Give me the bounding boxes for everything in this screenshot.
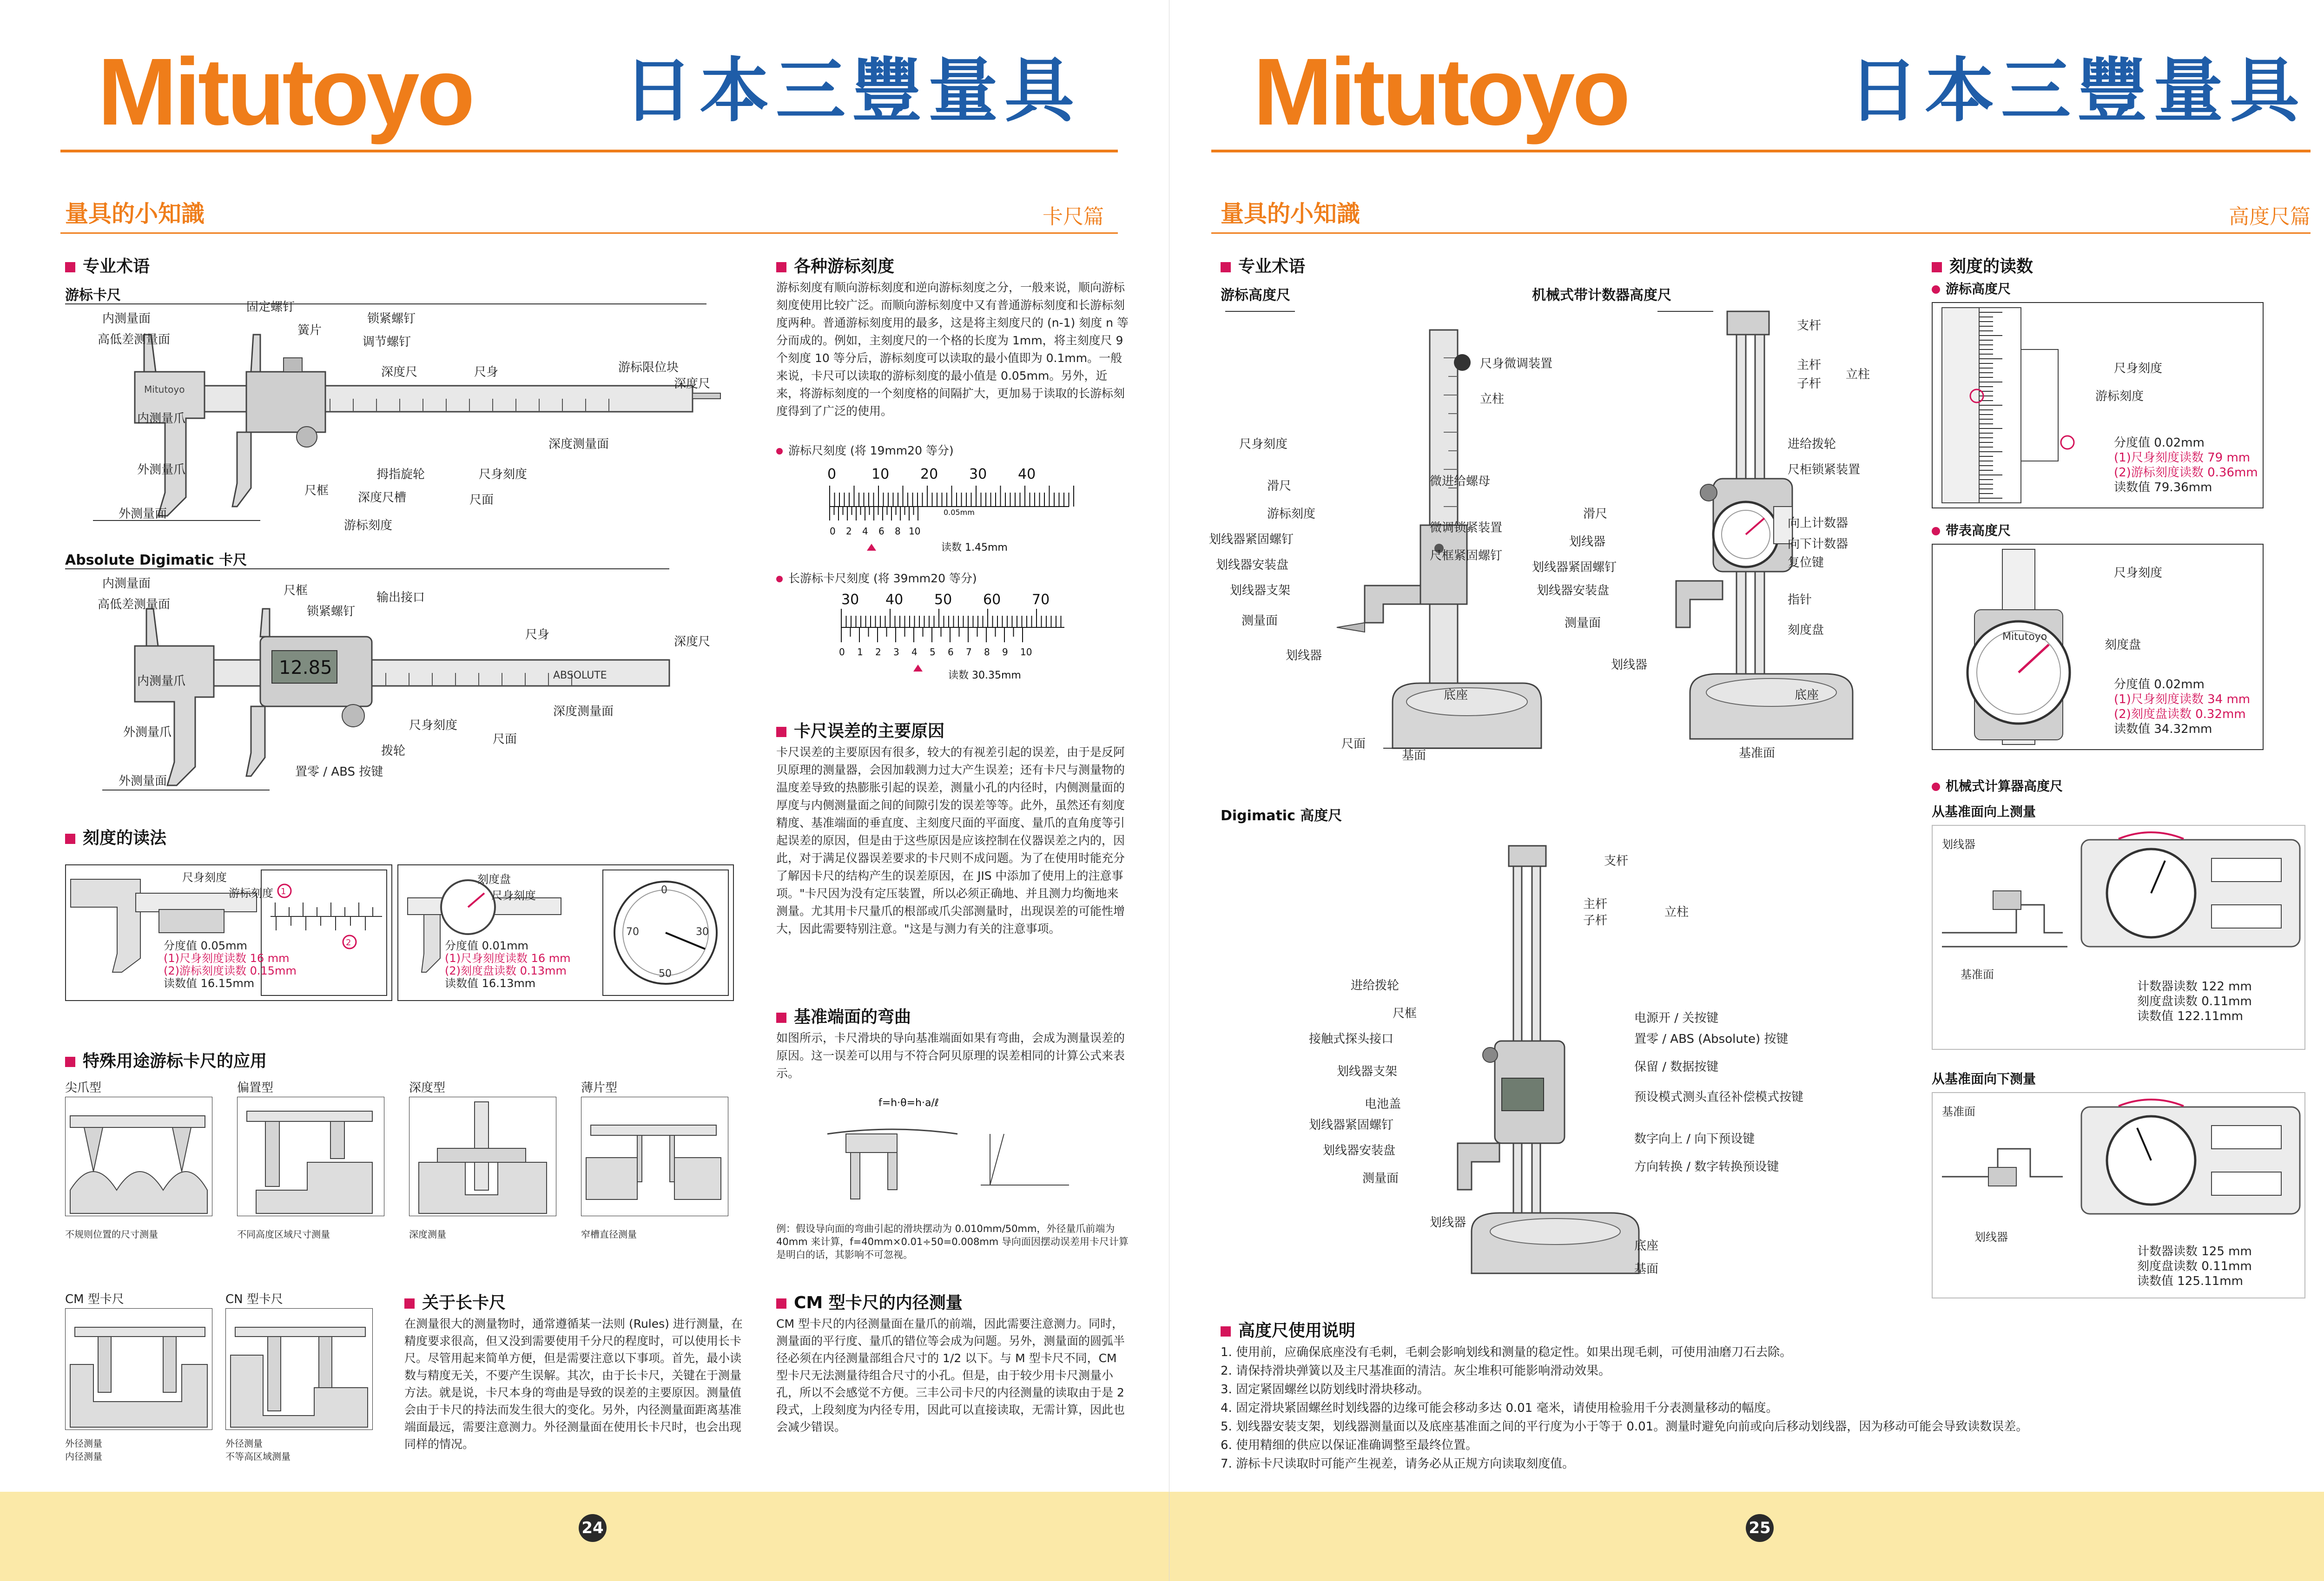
s1-main-tick-30: 30 xyxy=(969,466,987,482)
svg-text:ABSOLUTE: ABSOLUTE xyxy=(553,670,607,681)
dial-height-reading-title: 带表高度尺 xyxy=(1932,520,2011,539)
depth-type-illustration xyxy=(409,1097,556,1216)
svg-text:Mitutoyo: Mitutoyo xyxy=(2002,631,2047,643)
section-title: 量具的小知識 xyxy=(1221,200,1360,227)
vh-label-column: 立柱 xyxy=(1480,392,1505,406)
dc-label-lock-screw: 锁紧螺钉 xyxy=(307,605,356,619)
s1-reading: 读数 1.45mm xyxy=(941,542,1008,553)
ch-label-frame-lock: 尺柜锁紧装置 xyxy=(1788,463,1861,477)
vc-label-depth-bar-2: 深度尺 xyxy=(674,377,711,391)
special-caption-blade: 窄槽直径测量 xyxy=(581,1229,637,1240)
scale2-vernier-label: 4 xyxy=(911,646,918,658)
dh-label-sub-post: 子杆 xyxy=(1583,914,1608,928)
counter-reading-title: 机械式计算器高度尺 xyxy=(1932,776,2063,795)
section-title: 量具的小知識 xyxy=(65,200,205,227)
dc-label-main-scale: 尺身刻度 xyxy=(409,718,458,732)
cm-inner-text: CM 型卡尺的内径测量面在量爪的前端，因此需要注意测力。同时，测量面的平行度、量爪的错位等会成为问题。另外，测量面的圆弧半径必须在内径测量部组合尺寸的 1/2 以下。与 M 型卡尺不同，CM 型卡尺无法测量待组合尺寸的小孔。但是，由于较少用卡尺测量小孔，所以不会感觉不方便。三丰公司卡尺的内径测量的读取由于是 2 段式，上段刻度为内径专用，因此可以直接读取，无需计算，因此也会减少错误。 xyxy=(776,1317,1125,1434)
cm-caliper-illustration xyxy=(66,1309,212,1429)
cm-type-figure xyxy=(65,1308,212,1430)
vernier-height-reading-values: 分度值 0.02mm (1)尺身刻度读数 79 mm (2)游标刻度读数 0.36mm 读数值 79.36mm xyxy=(2114,436,2258,494)
vc-label-stopper: 游标限位块 xyxy=(618,361,679,375)
pointed-jaw-illustration xyxy=(66,1097,212,1216)
long-caliper-text: 在测量很大的测量物时，通常遵循某一法则 (Rules) 进行测量，在精度要求很高，但又没到需要使用千分尺的程度时，可以使用长卡尺。尽管用起来简单方便，但是需要注意以下事项。首先，最小读数与精度无关，不要产生误解。其次，由于长卡尺，关键在于测量方法。就是说，卡尺本身的弯曲是导致的误差的主要原因。测量值会由于卡尺的持法而发生很大的变化。另外，内径测量面距离基准端面最远，需要注意测力。外径测量面在使用长卡尺时，也会出现同样的情况。 xyxy=(404,1317,743,1451)
ch-label-measure-face: 测量面 xyxy=(1565,616,1601,630)
vh-label-measure-face: 测量面 xyxy=(1241,614,1278,628)
vh-label-vernier-scale: 游标刻度 xyxy=(1267,507,1316,521)
ch-label-support-bar: 支杆 xyxy=(1797,319,1822,333)
vernier-types-text: 游标刻度有顺向游标刻度和逆向游标刻度之分，一般来说，顺向游标刻度使用比较广泛。而顺向游标刻度中又有普通游标刻度和长游标刻度两种。普通游标刻度用的最多，这是将主刻度尺的 (n-1) 刻度 n 等分而成的。例如，主刻度尺的一个格的长度为 1mm，将主刻度尺 9 个刻度 10 等分后，游标刻度可以读取的最小值即为 0.1mm。一般来说，卡尺可以读取的游标刻度的最小值是 0.05mm。另外，近来，将游标刻度的一个刻度格的间隔扩大，更加易于读取的长游标刻度得到了广泛的使用。 xyxy=(776,281,1129,418)
svg-text:60: 60 xyxy=(983,592,1001,608)
dc-label-reference-face: 尺面 xyxy=(493,732,517,746)
vernier-height-reading-figure xyxy=(1932,302,2264,508)
dc-label-slider: 尺框 xyxy=(284,584,308,598)
svg-text:Mitutoyo: Mitutoyo xyxy=(144,384,185,395)
vh-label-base-face: 基面 xyxy=(1402,749,1426,763)
svg-text:70: 70 xyxy=(626,926,639,938)
scale2-vernier-label: 8 xyxy=(984,646,990,658)
long-caliper-heading: 关于长卡尺 xyxy=(404,1290,506,1313)
bending-text: 如图所示，卡尺滑块的导向基准端面如果有弯曲，会成为测量误差的原因。这一误差可以用与不符合阿贝原理的误差相同的计算公式来表示。 xyxy=(776,1031,1125,1080)
ch-label-base: 底座 xyxy=(1795,688,1819,702)
vc-label-depth-face: 深度测量面 xyxy=(548,437,609,451)
vhr-label-vernier-scale: 游标刻度 xyxy=(2095,389,2144,403)
section-subtitle: 高度尺篇 xyxy=(2229,205,2311,229)
vc-label-slider: 尺框 xyxy=(304,484,329,498)
cn-caption-step: 不等高区域测量 xyxy=(225,1451,290,1462)
ch-label-down-counter: 向下计数器 xyxy=(1788,537,1849,551)
dc-label-inner-face: 内测量面 xyxy=(102,577,151,591)
vc-label-depth-bar-1: 深度尺 xyxy=(381,365,418,379)
ch-label-scriber-screw: 划线器紧固螺钉 xyxy=(1532,560,1617,574)
counter-height-title: 机械式带计数器高度尺 xyxy=(1532,287,1671,303)
page-header xyxy=(1169,0,2324,153)
dh-label-base: 底座 xyxy=(1634,1239,1659,1253)
dh-label-scriber-plate: 划线器安装盘 xyxy=(1323,1144,1396,1158)
up-measure-figure xyxy=(1932,825,2305,1050)
scale2-vernier-label: 2 xyxy=(875,646,881,658)
dh-label-feed-wheel: 进给拨轮 xyxy=(1351,979,1400,993)
vc-label-inside-jaw: 内测量爪 xyxy=(137,412,186,426)
vh-label-fine-adjust: 尺身微调装置 xyxy=(1480,357,1553,371)
svg-text:2: 2 xyxy=(846,526,852,537)
vh-label-fine-lock: 微调锁紧装置 xyxy=(1430,521,1503,535)
page-header xyxy=(0,0,1169,153)
vc-label-vernier-scale: 游标刻度 xyxy=(344,519,393,533)
svg-text:0: 0 xyxy=(830,526,836,537)
brand-title: 日本三豐量具 xyxy=(1848,50,2306,132)
cn-type-figure xyxy=(225,1308,373,1430)
down-measure-figure xyxy=(1932,1092,2305,1298)
vh-label-scriber-plate: 划线器安装盘 xyxy=(1216,558,1289,572)
errors-text: 卡尺误差的主要原因有很多，较大的有视差引起的误差，由于是反阿贝原理的测量器，会因加载测力过大产生误差；还有卡尺与测量物的温度差导致的热膨胀引起的误差，测量小孔的内径时，内侧测量面的厚度与内侧测量面之间的间隙引发的误差等等。此外，虽然还有刻度精度、基准端面的垂直度、主刻度尺面的平面度、量爪的直角度等引起误差的原因，但是由于这些原因是应该控制在仪器误差之内的，因此，对于满足仪器误差要求的卡尺则不成问题。为了在使用时能充分了解因卡尺的结构产生的误差原因，在 JIS 中添加了使用上的注意事项。"卡尺因为没有定压装置，所以必须正确地、并且测力均衡地来测量。尤其用卡尺量爪的根部或爪尖部测量时，出现误差的可能性增大，因此需要特别注意。"这是与测力有关的注意事项。 xyxy=(776,745,1125,935)
scale2-title: 长游标卡尺刻度 (将 39mm20 等分) xyxy=(776,569,977,586)
vh-label-face: 尺面 xyxy=(1341,737,1366,751)
reading-figure-vernier xyxy=(65,864,392,1001)
page-number: 25 xyxy=(1746,1514,1774,1542)
usage-item: 5. 划线器安装支架，划线器测量面以及底座基准面之间的平行度为小于等于 0.01。测量时避免向前或向后移动划线器，因为移动可能会导致读数误差。 xyxy=(1221,1420,2028,1434)
dh-label-frame: 尺框 xyxy=(1393,1007,1417,1021)
reading-figure-dial xyxy=(397,864,734,1001)
dhr-label-main-scale: 尺身刻度 xyxy=(2114,566,2163,580)
dh-label-direction-key: 方向转换 / 数字转换预设键 xyxy=(1634,1160,1779,1174)
s1-main-tick-10: 10 xyxy=(872,466,890,482)
vr-label-vernier-scale: 游标刻度 xyxy=(229,887,273,900)
digimatic-height-title: Digimatic 高度尺 xyxy=(1221,808,1342,824)
reading-heading: 刻度的读数 xyxy=(1932,253,2033,277)
vc-label-thumb-roller: 拇指旋轮 xyxy=(376,468,425,481)
scale2-vernier-label: 6 xyxy=(948,646,954,658)
down-label-base-face: 基准面 xyxy=(1942,1105,1975,1118)
down-label-scriber: 划线器 xyxy=(1974,1231,2008,1244)
ch-label-feed-wheel: 进给拨轮 xyxy=(1788,437,1836,451)
bending-note: 例：假设导向面的弯曲引起的滑块摆动为 0.010mm/50mm，外径量爪前端为 40mm 来计算，f=40mm×0.01÷50=0.008mm 导向面因摆动误差用卡尺计算是明白的话，其影响不可忽视。 xyxy=(776,1223,1129,1260)
scale2-vernier-label: 0 xyxy=(839,646,845,658)
dh-label-scriber-holder: 划线器支架 xyxy=(1337,1065,1398,1079)
section-rule xyxy=(1211,232,2311,234)
mitutoyo-logo: Mitutoyo xyxy=(1253,39,1628,145)
special-item-name-offset: 偏置型 xyxy=(237,1081,274,1095)
svg-text:6: 6 xyxy=(878,526,885,537)
cn-type-title: CN 型卡尺 xyxy=(225,1292,283,1306)
dc-label-thumb-wheel: 拨轮 xyxy=(381,744,406,758)
vc-label-step-face: 高低差测量面 xyxy=(98,333,171,347)
svg-text:2: 2 xyxy=(346,938,351,948)
vc-label-outside-face: 外测量面 xyxy=(119,507,167,521)
dc-label-depth-face: 深度测量面 xyxy=(553,705,614,718)
dr-label-dial: 刻度盘 xyxy=(477,873,511,886)
header-rule xyxy=(1211,150,2311,152)
dh-label-hold-key: 保留 / 数据按键 xyxy=(1634,1060,1719,1074)
scale2-vernier-label: 9 xyxy=(1002,646,1008,658)
section-subtitle: 卡尺篇 xyxy=(1043,205,1104,229)
special-caption-offset: 不同高度区域尺寸测量 xyxy=(237,1229,330,1240)
special-item-name-pointed: 尖爪型 xyxy=(65,1081,102,1095)
usage-list xyxy=(1221,1343,2028,1473)
up-measure-title: 从基准面向上测量 xyxy=(1932,804,2036,819)
vc-label-main-beam: 尺身 xyxy=(474,365,499,379)
svg-text:30: 30 xyxy=(696,926,709,938)
terms-heading: 专业术语 xyxy=(1221,253,1305,277)
vernier-reading-values: 分度值 0.05mm (1)尺身刻度读数 16 mm (2)游标刻度读数 0.15mm 读数值 16.15mm xyxy=(164,939,297,990)
up-label-base-face: 基准面 xyxy=(1961,968,1994,981)
bending-formula: f=h·θ=h·a/ℓ xyxy=(878,1097,939,1109)
scale2-vernier-label: 5 xyxy=(930,646,936,658)
ch-label-dial: 刻度盘 xyxy=(1788,623,1824,637)
vh-label-main-scale: 尺身刻度 xyxy=(1239,437,1288,451)
ch-label-reset-key: 复位键 xyxy=(1788,556,1824,570)
blade-type-illustration xyxy=(581,1097,728,1216)
page-right xyxy=(1169,0,2324,1581)
ch-label-main-post: 主杆 xyxy=(1797,358,1822,372)
dh-label-updown-key: 数字向上 / 向下预设键 xyxy=(1634,1132,1755,1146)
vc-label-outside-jaw: 外测量爪 xyxy=(137,463,186,477)
svg-text:40: 40 xyxy=(885,592,904,608)
ch-label-base-face: 基准面 xyxy=(1739,746,1776,760)
svg-text:12.85: 12.85 xyxy=(279,657,332,679)
ch-label-scriber-1: 划线器 xyxy=(1569,535,1606,549)
offset-jaw-illustration xyxy=(238,1097,384,1216)
dc-label-inside-jaw: 内测量爪 xyxy=(137,674,186,688)
usage-item: 4. 固定滑块紧固螺丝时划线器的边缘可能会移动多达 0.01 毫米，请使用检验用千分表测量移动的幅度。 xyxy=(1221,1401,1778,1415)
header-rule xyxy=(60,150,1118,152)
dh-label-base-face: 基面 xyxy=(1634,1262,1659,1276)
dh-label-power-key: 电源开 / 关按键 xyxy=(1634,1011,1719,1025)
vc-label-reference-face: 尺面 xyxy=(469,493,494,507)
special-item-name-depth: 深度型 xyxy=(409,1081,446,1095)
vh-label-scriber: 划线器 xyxy=(1286,649,1322,663)
dh-label-preset-key: 预设模式测头直径补偿模式按键 xyxy=(1634,1090,1804,1104)
vernier-height-title: 游标高度尺 xyxy=(1221,287,1290,303)
svg-text:8: 8 xyxy=(895,526,901,537)
vernier-types-heading: 各种游标刻度 xyxy=(776,253,894,277)
special-figure-pointed xyxy=(65,1097,212,1216)
bending-diagram xyxy=(818,1092,1078,1208)
usage-item: 1. 使用前，应确保底座没有毛刺，毛刺会影响划线和测量的稳定性。如果出现毛刺，可使用油磨刀石去除。 xyxy=(1221,1345,1792,1359)
page-number: 24 xyxy=(579,1514,607,1542)
ch-label-up-counter: 向上计数器 xyxy=(1788,516,1849,530)
cm-caption-inner: 内径测量 xyxy=(65,1451,102,1462)
up-measure-values: 计数器读数 122 mm 刻度盘读数 0.11mm 读数值 122.11mm xyxy=(2137,980,2252,1023)
dh-label-main-post: 主杆 xyxy=(1583,897,1608,911)
scale2-vernier-label: 1 xyxy=(857,646,863,658)
vernier-caliper-title: 游标卡尺 xyxy=(65,287,121,303)
special-heading: 特殊用途游标卡尺的应用 xyxy=(65,1048,267,1072)
svg-text:50: 50 xyxy=(934,592,952,608)
dc-label-outside-jaw: 外测量爪 xyxy=(123,725,172,739)
dial-height-reading-values: 分度值 0.02mm (1)尺身刻度读数 34 mm (2)刻度盘读数 0.32mm 读数值 34.32mm xyxy=(2114,678,2251,736)
brand-title: 日本三豐量具 xyxy=(623,50,1081,132)
digimatic-caliper-title: Absolute Digimatic 卡尺 xyxy=(65,552,247,568)
dc-label-outside-face: 外测量面 xyxy=(119,774,167,788)
special-figure-offset xyxy=(237,1097,384,1216)
svg-text:70: 70 xyxy=(1032,592,1050,608)
usage-item: 3. 固定紧固螺丝以防划线时滑块移动。 xyxy=(1221,1383,1430,1397)
dial-height-reading-figure xyxy=(1932,544,2264,750)
dr-label-main-scale: 尺身刻度 xyxy=(491,889,536,902)
cn-caption-outer: 外径测量 xyxy=(225,1438,263,1449)
down-measure-title: 从基准面向下测量 xyxy=(1932,1071,2036,1087)
vernier-height-reading-title: 游标高度尺 xyxy=(1932,279,2011,297)
vh-label-frame-screw: 尺框紧固螺钉 xyxy=(1430,549,1503,563)
vc-label-depth-groove: 深度尺槽 xyxy=(358,491,407,505)
dh-label-battery-cover: 电池盖 xyxy=(1365,1097,1401,1111)
svg-text:0: 0 xyxy=(661,884,667,896)
special-figure-blade xyxy=(581,1097,728,1216)
dc-label-depth-bar: 深度尺 xyxy=(674,635,711,649)
bending-heading: 基准端面的弯曲 xyxy=(776,1004,911,1028)
ch-label-pointer: 指针 xyxy=(1788,593,1812,607)
dial-reading-values: 分度值 0.01mm (1)尺身刻度读数 16 mm (2)刻度盘读数 0.13mm 读数值 16.13mm xyxy=(445,939,571,990)
dh-label-zero-abs-key: 置零 / ABS (Absolute) 按键 xyxy=(1634,1032,1789,1046)
dh-label-support-bar: 支杆 xyxy=(1604,854,1629,868)
dh-label-scriber: 划线器 xyxy=(1430,1216,1466,1230)
dc-label-main-beam: 尺身 xyxy=(525,628,550,642)
scale1-title: 游标尺刻度 (将 19mm20 等分) xyxy=(776,441,954,458)
vc-label-main-scale: 尺身刻度 xyxy=(479,468,528,481)
scale2-diagram xyxy=(841,590,1074,688)
special-caption-pointed: 不规则位置的尺寸测量 xyxy=(65,1229,158,1240)
terms-heading: 专业术语 xyxy=(65,253,150,277)
cn-caliper-illustration xyxy=(226,1309,372,1429)
ch-label-slider: 滑尺 xyxy=(1583,507,1608,521)
ch-label-column: 立柱 xyxy=(1846,368,1870,382)
vc-label-fixing-screw: 固定螺钉 xyxy=(246,300,295,314)
scale2-vernier-label: 10 xyxy=(1020,646,1032,658)
vc-label-lock-screw: 锁紧螺钉 xyxy=(367,312,416,326)
cm-caption-outer: 外径测量 xyxy=(65,1438,102,1449)
ch-label-scriber-plate: 划线器安装盘 xyxy=(1537,584,1610,598)
dc-label-output-port: 输出接口 xyxy=(376,591,425,605)
usage-item: 7. 游标卡尺读取时可能产生视差，请务必从正规方向读取刻度值。 xyxy=(1221,1457,1575,1471)
page-footer xyxy=(1169,1492,2324,1581)
up-label-scriber: 划线器 xyxy=(1942,838,1975,851)
dh-label-measure-face: 测量面 xyxy=(1362,1172,1399,1186)
down-measure-values: 计数器读数 125 mm 刻度盘读数 0.11mm 读数值 125.11mm xyxy=(2137,1245,2252,1288)
cm-inner-heading: CM 型卡尺的内径测量 xyxy=(776,1290,963,1313)
errors-heading: 卡尺误差的主要原因 xyxy=(776,718,944,742)
scale2-vernier-label: 7 xyxy=(966,646,972,658)
dc-label-step-face: 高低差测量面 xyxy=(98,598,171,612)
vh-label-scriber-screw: 划线器紧固螺钉 xyxy=(1209,533,1294,547)
vr-label-main-scale: 尺身刻度 xyxy=(182,871,227,884)
mitutoyo-logo: Mitutoyo xyxy=(98,39,472,145)
usage-heading: 高度尺使用说明 xyxy=(1221,1318,1355,1341)
ch-label-scriber-2: 划线器 xyxy=(1611,658,1648,672)
dh-label-column: 立柱 xyxy=(1664,905,1689,919)
ch-label-sub-post: 子杆 xyxy=(1797,377,1822,391)
special-figure-depth xyxy=(409,1097,556,1216)
dhr-label-dial: 刻度盘 xyxy=(2105,638,2141,652)
svg-text:50: 50 xyxy=(659,968,672,980)
special-item-name-blade: 薄片型 xyxy=(581,1081,618,1095)
cm-type-title: CM 型卡尺 xyxy=(65,1292,124,1306)
s1-main-tick-0: 0 xyxy=(827,466,837,482)
vc-label-adjust-screw: 调节螺钉 xyxy=(363,335,411,349)
dc-label-zero-abs-key: 置零 / ABS 按键 xyxy=(295,765,383,779)
svg-text:30: 30 xyxy=(841,592,859,608)
s1-main-tick-40: 40 xyxy=(1018,466,1036,482)
svg-text:10: 10 xyxy=(909,526,921,537)
vc-label-inner-face: 内测量面 xyxy=(102,312,151,326)
reading-heading: 刻度的读法 xyxy=(65,825,166,849)
special-caption-depth: 深度测量 xyxy=(409,1229,446,1240)
svg-text:1: 1 xyxy=(281,887,286,896)
scale2-vernier-label: 3 xyxy=(893,646,899,658)
vc-label-spring: 簧片 xyxy=(297,323,322,337)
s1-main-tick-20: 20 xyxy=(920,466,938,482)
vh-label-base: 底座 xyxy=(1444,688,1468,702)
s2-reading: 读数 30.35mm xyxy=(948,670,1021,681)
section-rule xyxy=(60,232,1118,234)
usage-item: 2. 请保持滑块弹簧以及主尺基准面的清洁。灰尘堆积可能影响滑动效果。 xyxy=(1221,1364,1611,1378)
vh-label-scriber-holder: 划线器支架 xyxy=(1230,584,1291,598)
svg-text:4: 4 xyxy=(862,526,868,537)
vhr-label-main-scale: 尺身刻度 xyxy=(2114,362,2163,375)
usage-item: 6. 使用精细的供应以保证准确调整至最终位置。 xyxy=(1221,1438,1478,1452)
scale1-diagram xyxy=(827,465,1088,558)
vh-label-fine-nut: 微进给螺母 xyxy=(1430,474,1491,488)
s1-unit: 0.05mm xyxy=(944,508,975,517)
vh-label-slider: 滑尺 xyxy=(1267,479,1292,493)
dh-label-probe-port: 接触式探头接口 xyxy=(1309,1032,1394,1046)
dh-label-scriber-screw: 划线器紧固螺钉 xyxy=(1309,1118,1394,1132)
